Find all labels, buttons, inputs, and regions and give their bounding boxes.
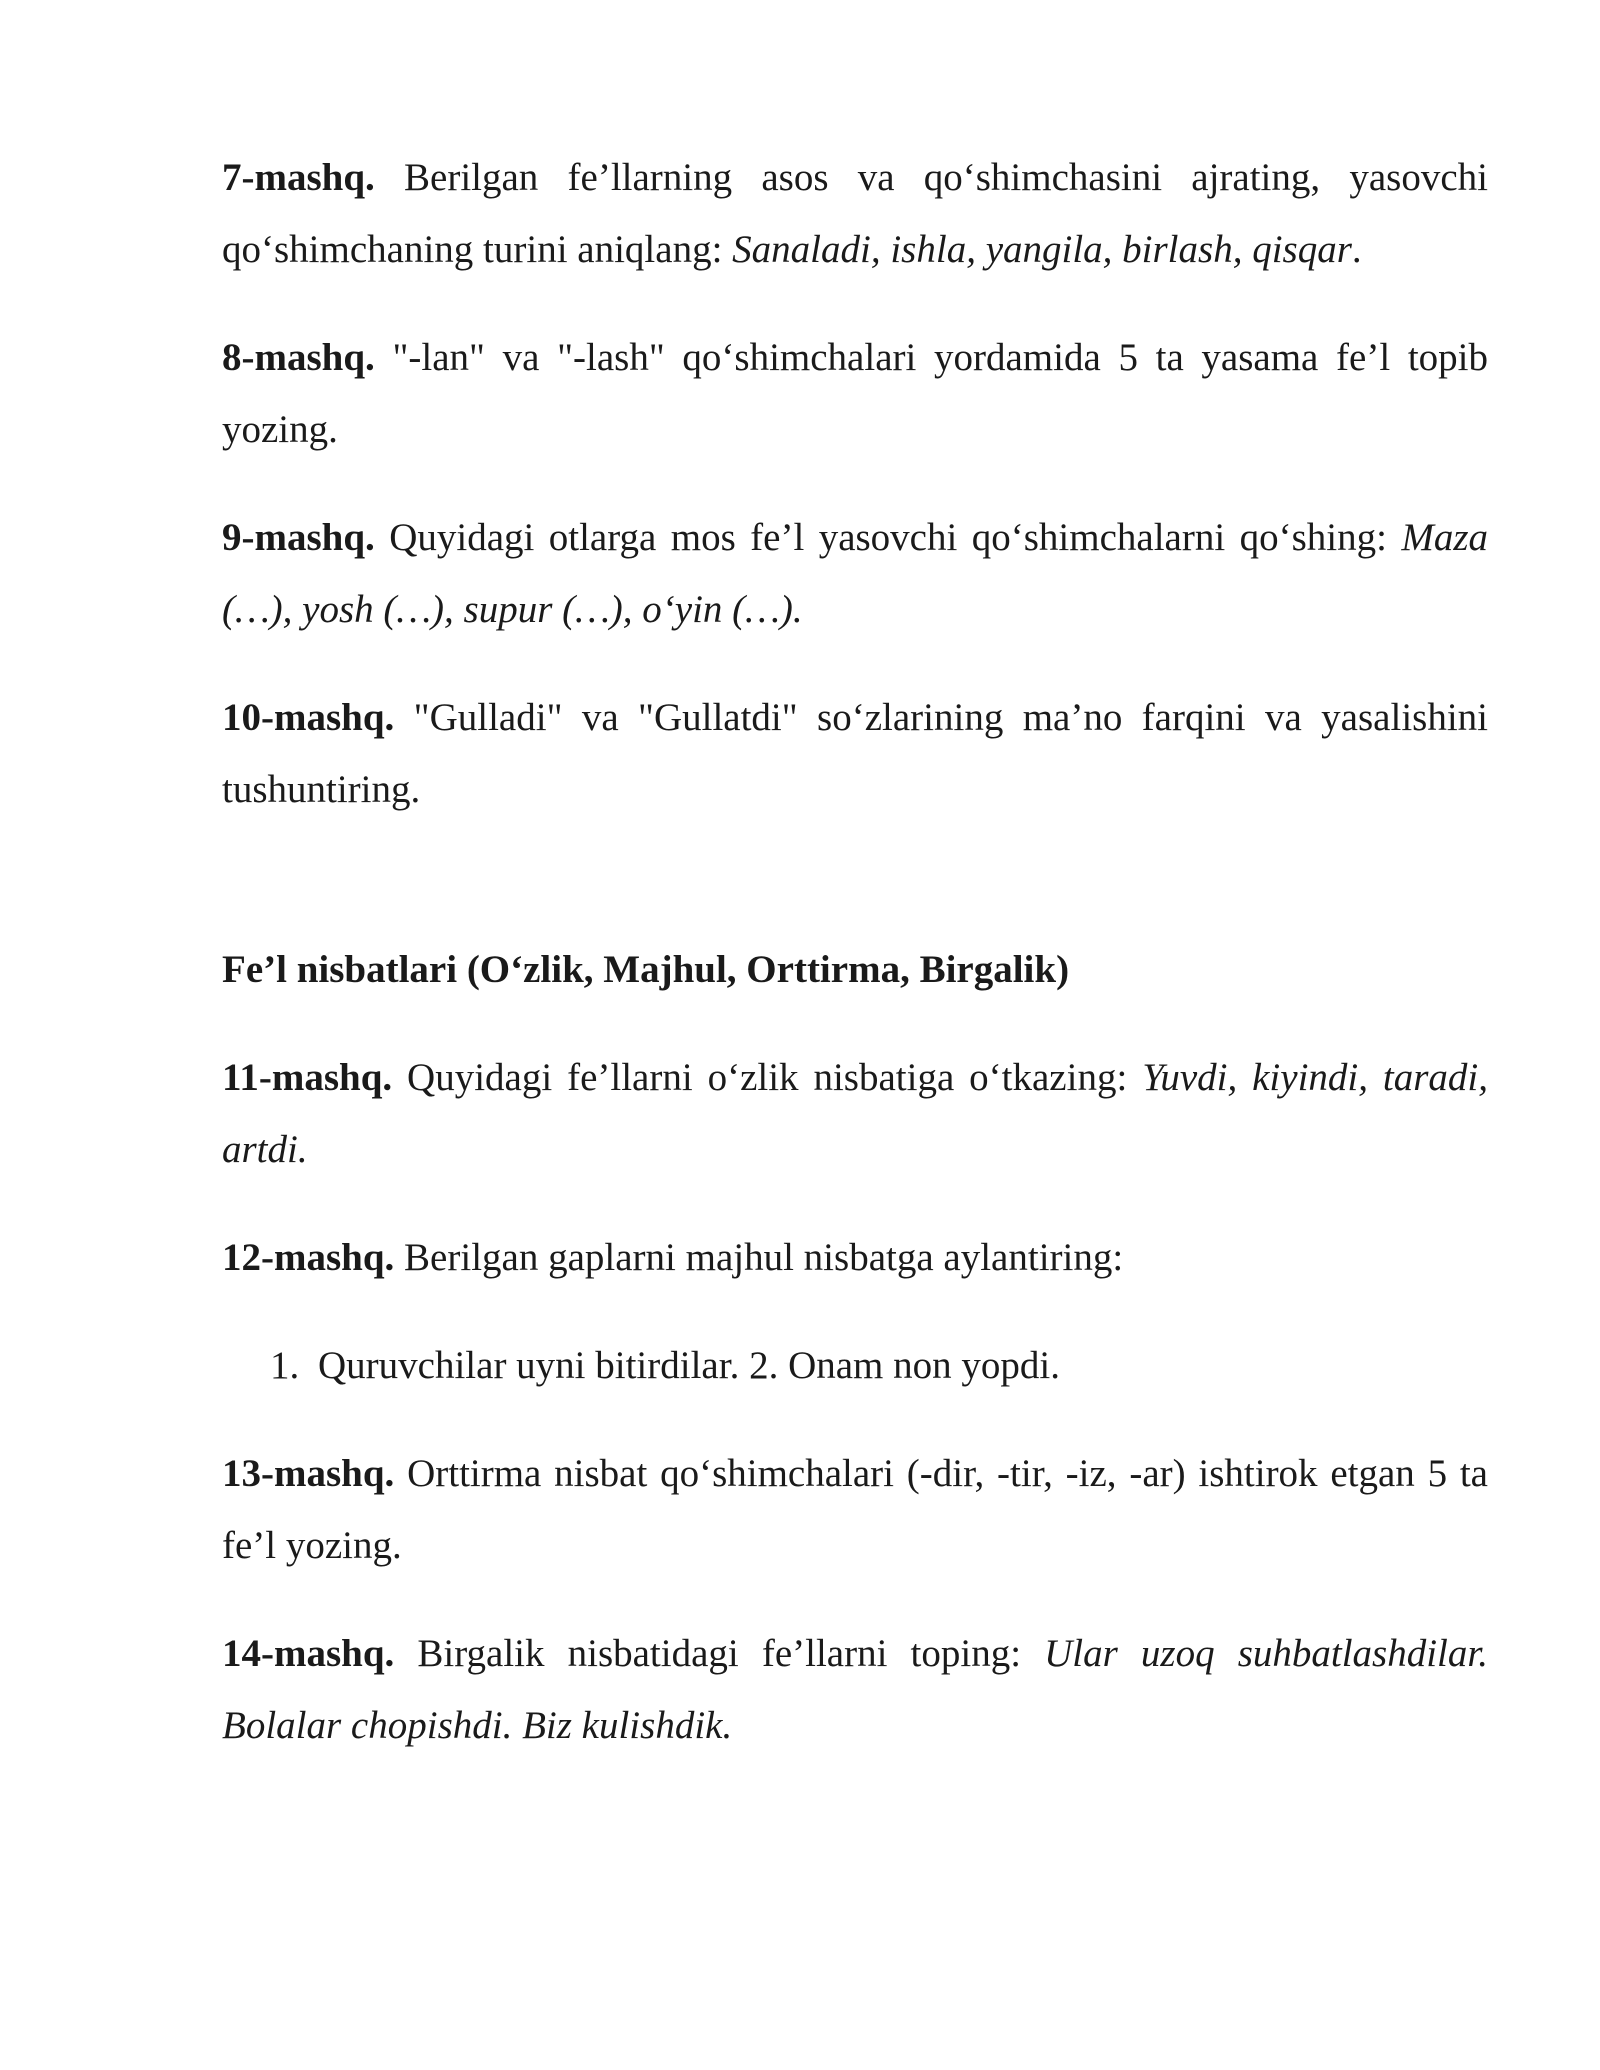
exercise-text: Quyidagi fe’llarni o‘zlik nisbatiga o‘tkazing:	[392, 1056, 1143, 1099]
exercise-text: Berilgan gaplarni majhul nisbatga aylantiring:	[394, 1236, 1124, 1279]
exercise-number: 7-mashq.	[222, 156, 375, 199]
list-marker: 1.	[270, 1344, 300, 1387]
exercise-number: 8-mashq.	[222, 336, 375, 379]
exercise-11	[222, 1042, 1488, 1186]
exercise-text: Berilgan fe’llarning asos va qo‘shimchasini ajrating, yasovchi qo‘shimchaning turini aniqlang:	[222, 156, 1488, 271]
exercise-text: Orttirma nisbat qo‘shimchalari (-dir, -tir, -iz, -ar) ishtirok etgan 5 ta fe’l yozing.	[222, 1452, 1488, 1567]
exercise-examples: Maza (…), yosh (…), supur (…), o‘yin (…).	[222, 516, 1488, 631]
list-item-text: Quruvchilar uyni bitirdilar. 2. Onam non yopdi.	[318, 1344, 1060, 1387]
exercise-text: Quyidagi otlarga mos fe’l yasovchi qo‘shimchalarni qo‘shing:	[374, 516, 1402, 559]
exercise-examples: Yuvdi, kiyindi, taradi, artdi.	[222, 1056, 1488, 1171]
exercise-number: 12-mashq.	[222, 1236, 395, 1279]
exercise-number: 13-mashq.	[222, 1452, 395, 1495]
exercise-10	[222, 682, 1488, 826]
exercise-text: "-lan" va "-lash" qo‘shimchalari yordamida 5 ta yasama fe’l topib yozing.	[222, 336, 1488, 451]
list-item	[222, 1330, 1488, 1402]
exercise-text: "Gulladi" va "Gullatdi" so‘zlarining ma’no farqini va yasalishini tushuntiring.	[222, 696, 1488, 811]
exercise-7	[222, 142, 1488, 286]
exercise-number: 11-mashq.	[222, 1056, 393, 1099]
exercise-12	[222, 1222, 1488, 1294]
exercise-text: Birgalik nisbatidagi fe’llarni toping:	[394, 1632, 1045, 1675]
exercise-14	[222, 1618, 1488, 1762]
exercise-number: 10-mashq.	[222, 696, 395, 739]
exercise-9	[222, 502, 1488, 646]
section-title: Fe’l nisbatlari (O‘zlik, Majhul, Orttirma, Birgalik)	[222, 948, 1070, 991]
exercise-13	[222, 1438, 1488, 1582]
document-page	[222, 142, 1488, 1798]
exercise-examples: Ular uzoq suhbatlashdilar. Bolalar chopishdi. Biz kulishdik.	[222, 1632, 1488, 1747]
exercise-number: 14-mashq.	[222, 1632, 395, 1675]
exercise-number: 9-mashq.	[222, 516, 375, 559]
exercise-examples: Sanaladi, ishla, yangila, birlash, qisqar	[732, 228, 1352, 271]
exercise-8	[222, 322, 1488, 466]
exercise-tail: .	[1351, 228, 1362, 271]
